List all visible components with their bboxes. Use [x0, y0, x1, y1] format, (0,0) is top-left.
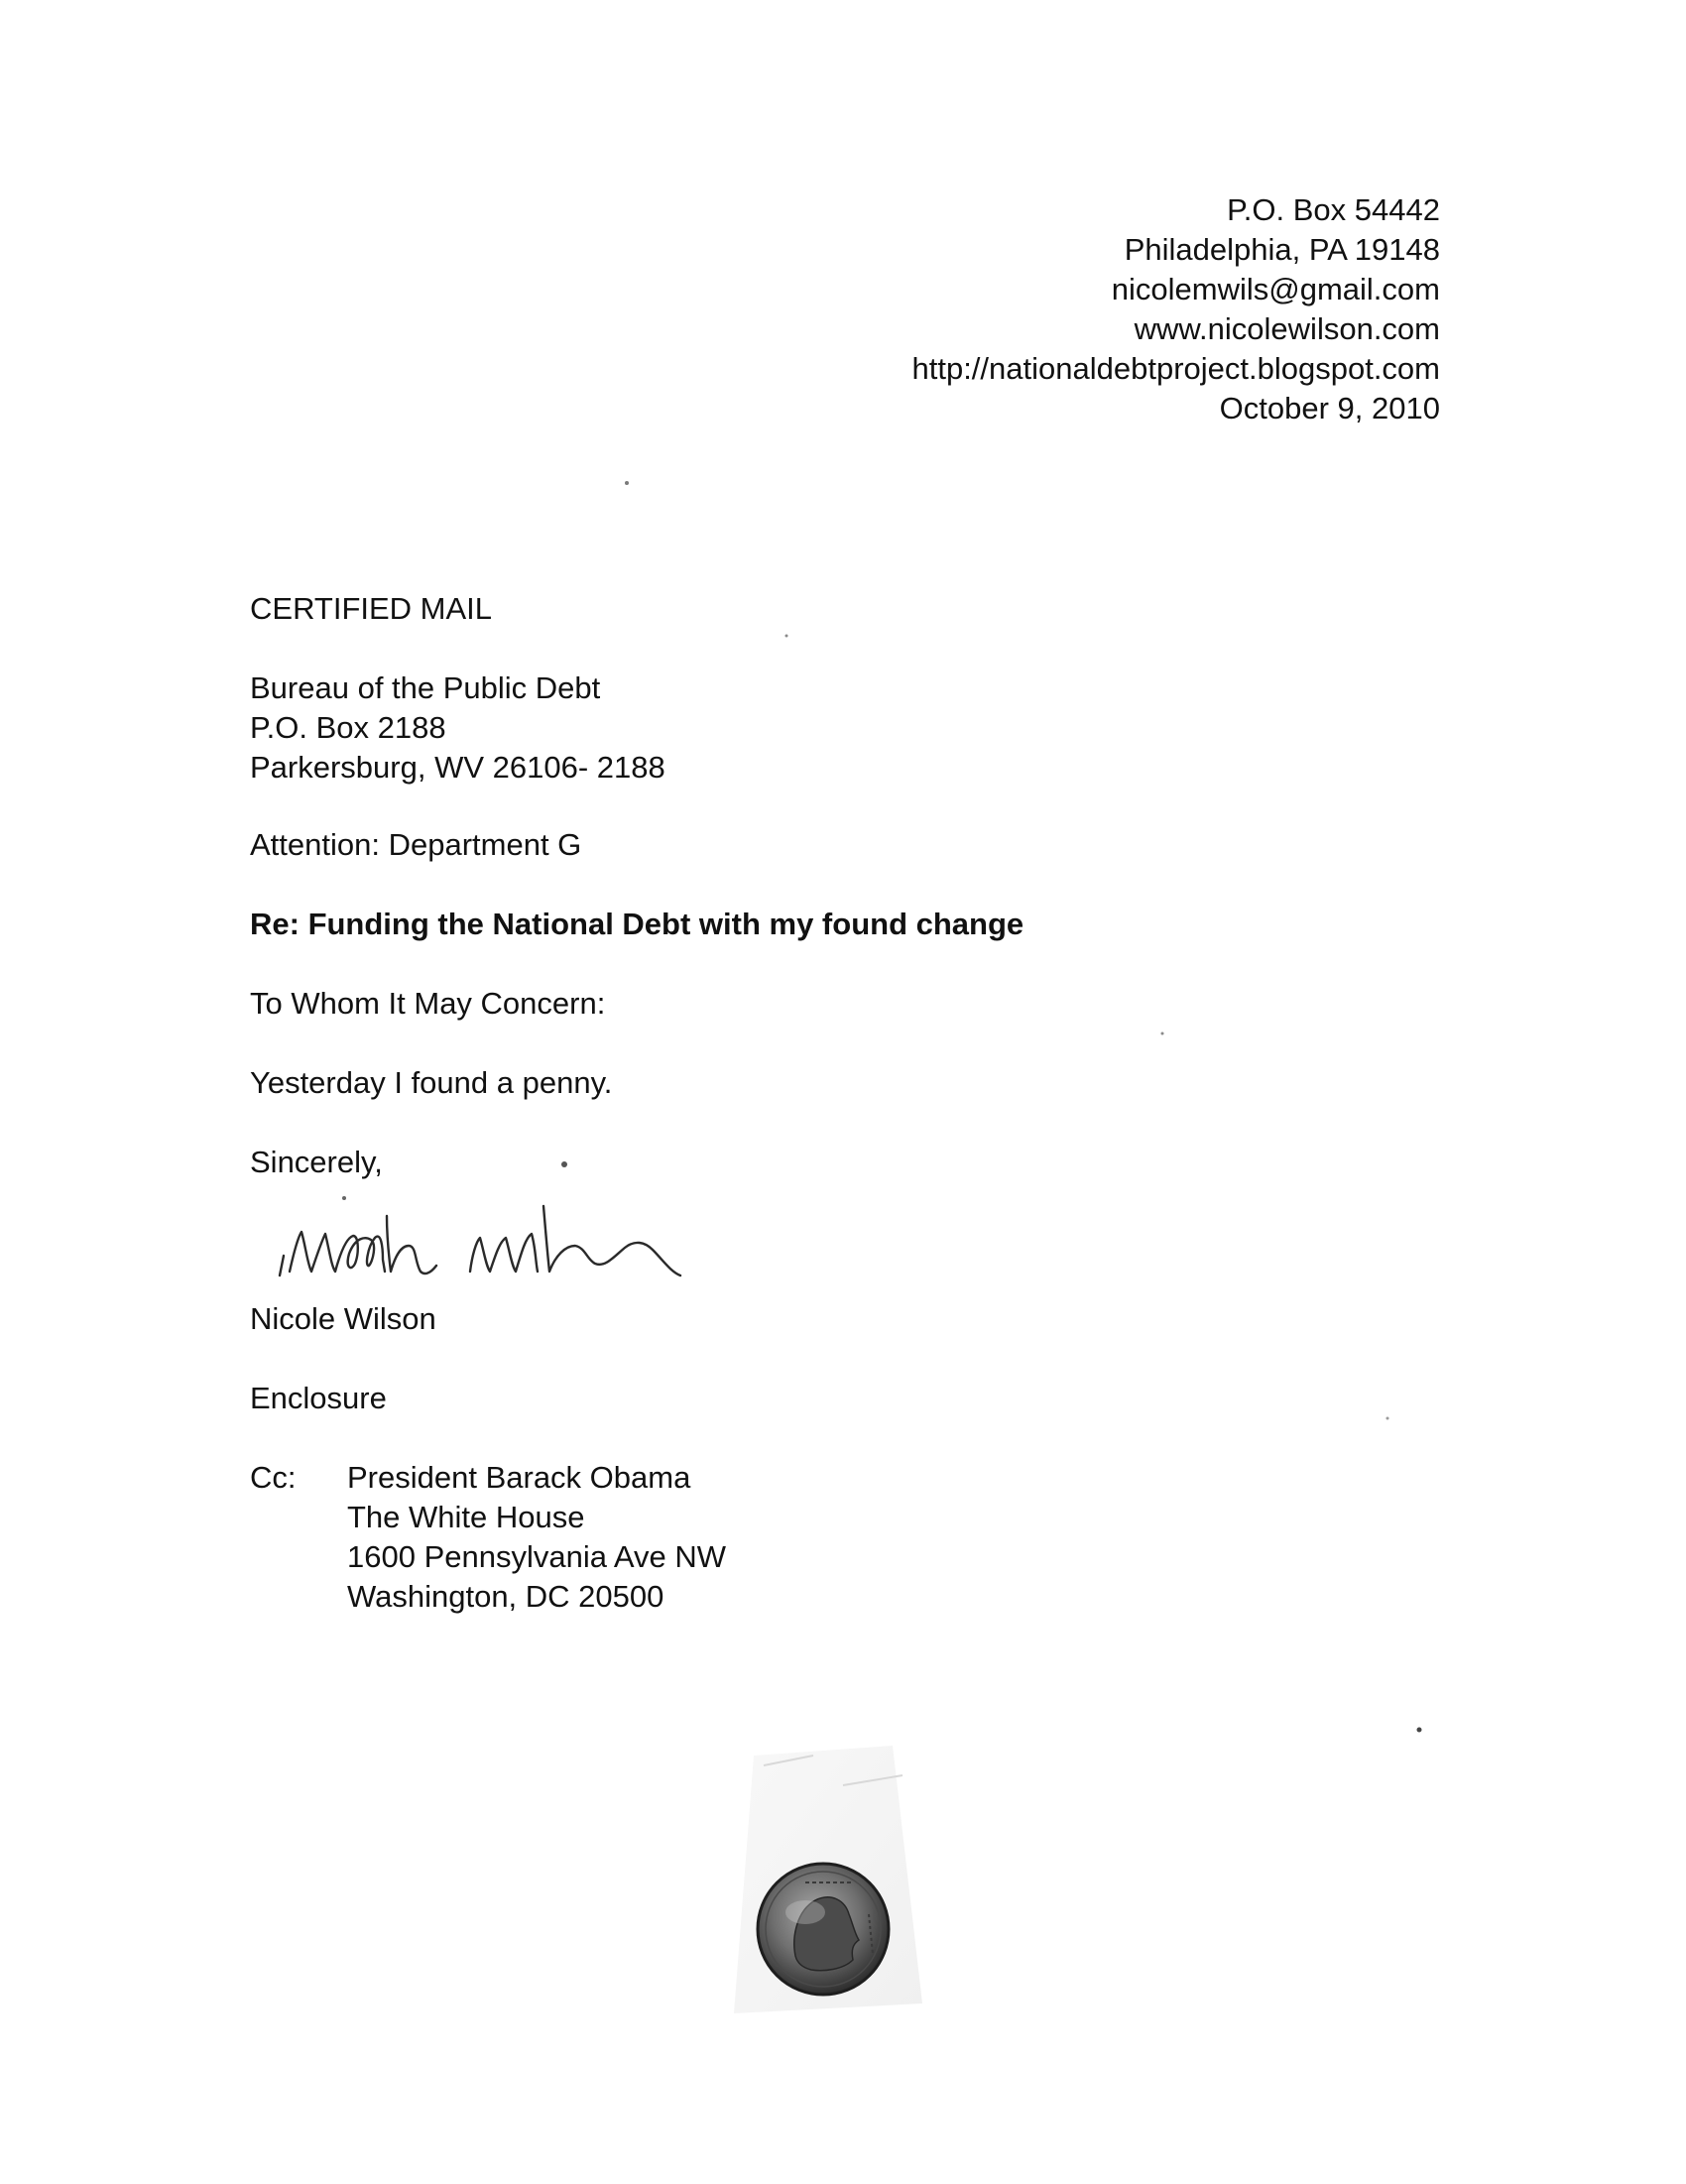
- cc-recipient-street: 1600 Pennsylvania Ave NW: [347, 1539, 726, 1574]
- enclosure-note: Enclosure: [250, 1381, 387, 1415]
- recipient-city-state-zip: Parkersburg, WV 26106- 2188: [250, 750, 665, 785]
- closing: Sincerely,: [250, 1145, 383, 1179]
- cc-label: Cc:: [250, 1460, 297, 1495]
- delivery-method: CERTIFIED MAIL: [250, 591, 493, 626]
- cc-recipient-city-state-zip: Washington, DC 20500: [347, 1579, 664, 1614]
- letter-body: Yesterday I found a penny.: [250, 1065, 613, 1100]
- salutation: To Whom It May Concern:: [250, 986, 606, 1021]
- penny-coin-icon: [694, 1726, 952, 2023]
- recipient-address-block: [250, 668, 665, 788]
- sender-address-block: [911, 190, 1440, 428]
- subject-line: Re: Funding the National Debt with my found change: [250, 907, 1024, 941]
- cc-address: [347, 1458, 726, 1617]
- recipient-name: Bureau of the Public Debt: [250, 670, 601, 705]
- sender-website: www.nicolewilson.com: [1134, 311, 1440, 346]
- letter-date: October 9, 2010: [1219, 391, 1440, 425]
- sender-email: nicolemwils@gmail.com: [1111, 272, 1440, 306]
- recipient-po-box: P.O. Box 2188: [250, 710, 446, 745]
- cc-recipient-building: The White House: [347, 1500, 585, 1534]
- sender-blog-url: http://nationaldebtproject.blogspot.com: [911, 351, 1440, 386]
- sender-city-state-zip: Philadelphia, PA 19148: [1124, 232, 1440, 267]
- attention-line: Attention: Department G: [250, 827, 582, 862]
- cc-recipient-name: President Barack Obama: [347, 1460, 691, 1495]
- sender-po-box: P.O. Box 54442: [1227, 192, 1440, 227]
- signer-name: Nicole Wilson: [250, 1301, 436, 1336]
- signature-icon: [276, 1176, 742, 1295]
